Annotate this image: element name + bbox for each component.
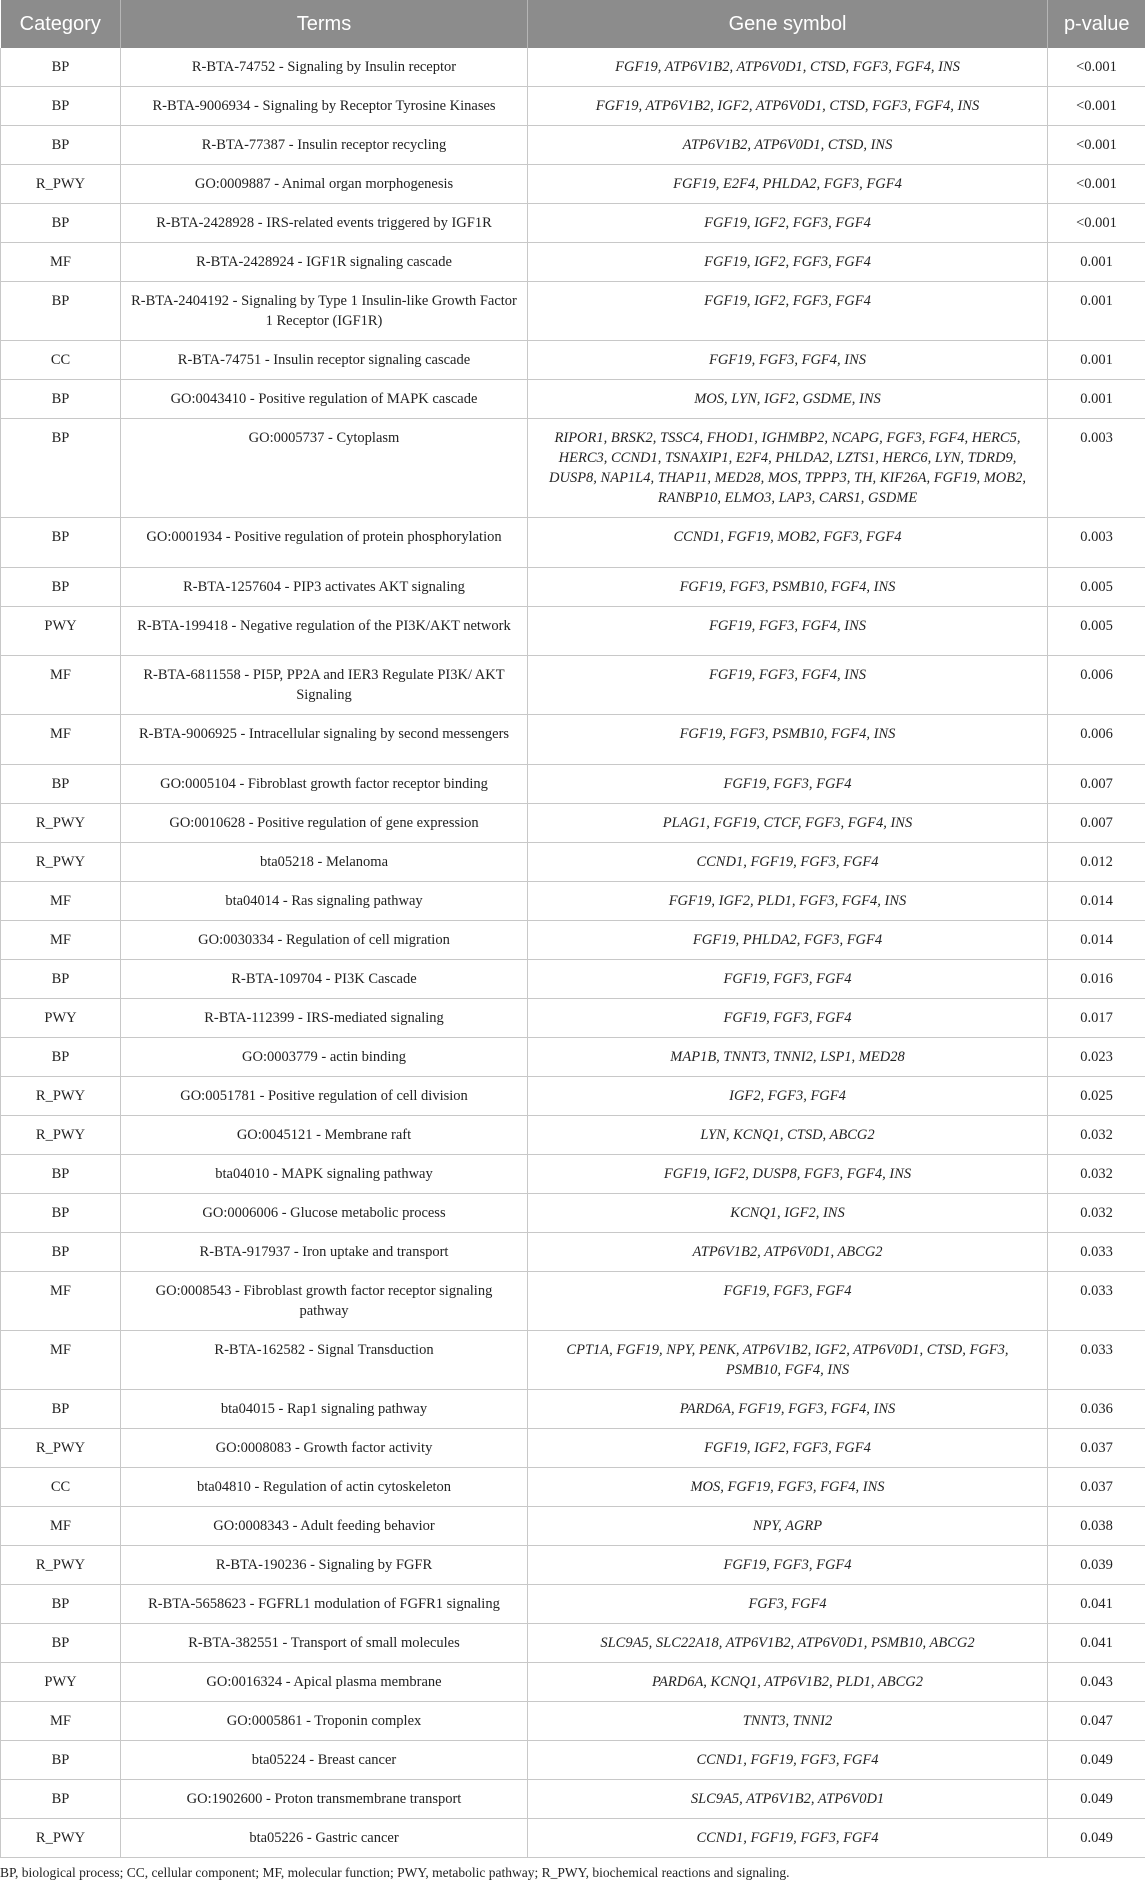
table-row — [1, 1467, 1145, 1506]
term-cell: R-BTA-5658623 - FGFRL1 modulation of FGFR1 signaling — [121, 1584, 528, 1623]
table-row — [1, 567, 1145, 606]
table-row — [1, 920, 1145, 959]
gene-symbol-cell: FGF3, FGF4 — [528, 1584, 1048, 1623]
p-value-cell: 0.038 — [1048, 1506, 1145, 1545]
category-cell: BP — [1, 1154, 121, 1193]
table-row — [1, 165, 1145, 204]
p-value-cell: 0.012 — [1048, 842, 1145, 881]
p-value-cell: 0.047 — [1048, 1701, 1145, 1740]
table-row — [1, 243, 1145, 282]
term-cell: GO:0009887 - Animal organ morphogenesis — [121, 165, 528, 204]
gene-symbol-cell: PARD6A, KCNQ1, ATP6V1B2, PLD1, ABCG2 — [528, 1662, 1048, 1701]
category-cell: BP — [1, 48, 121, 87]
term-cell: GO:0043410 - Positive regulation of MAPK cascade — [121, 380, 528, 419]
category-cell: BP — [1, 567, 121, 606]
gene-symbol-cell: SLC9A5, SLC22A18, ATP6V1B2, ATP6V0D1, PSMB10, ABCG2 — [528, 1623, 1048, 1662]
p-value-cell: 0.033 — [1048, 1232, 1145, 1271]
category-cell: MF — [1, 656, 121, 715]
gene-symbol-cell: FGF19, FGF3, FGF4 — [528, 959, 1048, 998]
gene-symbol-cell: PARD6A, FGF19, FGF3, FGF4, INS — [528, 1389, 1048, 1428]
term-cell: GO:0030334 - Regulation of cell migration — [121, 920, 528, 959]
gene-symbol-cell: CCND1, FGF19, MOB2, FGF3, FGF4 — [528, 518, 1048, 568]
gene-symbol-cell: PLAG1, FGF19, CTCF, FGF3, FGF4, INS — [528, 803, 1048, 842]
term-cell: bta05224 - Breast cancer — [121, 1740, 528, 1779]
table-row — [1, 1701, 1145, 1740]
gene-symbol-cell: FGF19, IGF2, PLD1, FGF3, FGF4, INS — [528, 881, 1048, 920]
p-value-cell: 0.037 — [1048, 1428, 1145, 1467]
gene-symbol-cell: FGF19, IGF2, FGF3, FGF4 — [528, 282, 1048, 341]
category-cell: MF — [1, 1701, 121, 1740]
table-row — [1, 1115, 1145, 1154]
table-row — [1, 1545, 1145, 1584]
table-row — [1, 715, 1145, 765]
gene-symbol-cell: NPY, AGRP — [528, 1506, 1048, 1545]
category-cell: BP — [1, 380, 121, 419]
term-cell: bta04015 - Rap1 signaling pathway — [121, 1389, 528, 1428]
term-cell: R-BTA-917937 - Iron uptake and transport — [121, 1232, 528, 1271]
table-row — [1, 126, 1145, 165]
p-value-cell: 0.041 — [1048, 1623, 1145, 1662]
table-row — [1, 842, 1145, 881]
p-value-cell: 0.049 — [1048, 1740, 1145, 1779]
term-cell: bta04810 - Regulation of actin cytoskeleton — [121, 1467, 528, 1506]
table-row — [1, 1623, 1145, 1662]
header-p-value: p-value — [1048, 0, 1145, 48]
gene-symbol-cell: TNNT3, TNNI2 — [528, 1701, 1048, 1740]
gene-symbol-cell: LYN, KCNQ1, CTSD, ABCG2 — [528, 1115, 1048, 1154]
term-cell: R-BTA-162582 - Signal Transduction — [121, 1330, 528, 1389]
gene-symbol-cell: FGF19, FGF3, PSMB10, FGF4, INS — [528, 715, 1048, 765]
category-cell: BP — [1, 1037, 121, 1076]
p-value-cell: 0.041 — [1048, 1584, 1145, 1623]
p-value-cell: 0.049 — [1048, 1779, 1145, 1818]
header-gene-symbol: Gene symbol — [528, 0, 1048, 48]
table-row — [1, 764, 1145, 803]
category-cell: BP — [1, 87, 121, 126]
table-row — [1, 998, 1145, 1037]
table-row — [1, 881, 1145, 920]
category-cell: BP — [1, 204, 121, 243]
table-row — [1, 1818, 1145, 1857]
term-cell: GO:0001934 - Positive regulation of protein phosphorylation — [121, 518, 528, 568]
gene-symbol-cell: FGF19, IGF2, FGF3, FGF4 — [528, 204, 1048, 243]
table-row — [1, 87, 1145, 126]
gene-symbol-cell: FGF19, PHLDA2, FGF3, FGF4 — [528, 920, 1048, 959]
category-cell: R_PWY — [1, 1818, 121, 1857]
table-row — [1, 1271, 1145, 1330]
p-value-cell: 0.023 — [1048, 1037, 1145, 1076]
category-cell: R_PWY — [1, 1428, 121, 1467]
term-cell: bta04010 - MAPK signaling pathway — [121, 1154, 528, 1193]
p-value-cell: 0.005 — [1048, 606, 1145, 656]
category-cell: BP — [1, 126, 121, 165]
p-value-cell: 0.005 — [1048, 567, 1145, 606]
gene-symbol-cell: MOS, FGF19, FGF3, FGF4, INS — [528, 1467, 1048, 1506]
p-value-cell: 0.036 — [1048, 1389, 1145, 1428]
table-row — [1, 419, 1145, 518]
category-cell: PWY — [1, 998, 121, 1037]
gene-symbol-cell: CPT1A, FGF19, NPY, PENK, ATP6V1B2, IGF2, ATP6V0D1, CTSD, FGF3, PSMB10, FGF4, INS — [528, 1330, 1048, 1389]
p-value-cell: 0.003 — [1048, 419, 1145, 518]
gene-symbol-cell: FGF19, FGF3, FGF4 — [528, 1545, 1048, 1584]
table-row — [1, 1506, 1145, 1545]
table-row — [1, 656, 1145, 715]
gene-symbol-cell: MAP1B, TNNT3, TNNI2, LSP1, MED28 — [528, 1037, 1048, 1076]
p-value-cell: 0.049 — [1048, 1818, 1145, 1857]
gene-symbol-cell: FGF19, IGF2, DUSP8, FGF3, FGF4, INS — [528, 1154, 1048, 1193]
category-cell: PWY — [1, 1662, 121, 1701]
p-value-cell: 0.025 — [1048, 1076, 1145, 1115]
term-cell: R-BTA-190236 - Signaling by FGFR — [121, 1545, 528, 1584]
p-value-cell: 0.001 — [1048, 243, 1145, 282]
table-row — [1, 1193, 1145, 1232]
gene-symbol-cell: CCND1, FGF19, FGF3, FGF4 — [528, 842, 1048, 881]
table-row — [1, 282, 1145, 341]
gene-symbol-cell: ATP6V1B2, ATP6V0D1, CTSD, INS — [528, 126, 1048, 165]
category-cell: CC — [1, 1467, 121, 1506]
gene-symbol-cell: FGF19, FGF3, FGF4, INS — [528, 656, 1048, 715]
category-cell: MF — [1, 1271, 121, 1330]
category-cell: R_PWY — [1, 1115, 121, 1154]
p-value-cell: 0.001 — [1048, 341, 1145, 380]
gene-symbol-cell: FGF19, FGF3, FGF4, INS — [528, 606, 1048, 656]
term-cell: GO:0006006 - Glucose metabolic process — [121, 1193, 528, 1232]
p-value-cell: 0.016 — [1048, 959, 1145, 998]
gene-symbol-cell: FGF19, FGF3, FGF4 — [528, 998, 1048, 1037]
category-cell: BP — [1, 959, 121, 998]
term-cell: R-BTA-74751 - Insulin receptor signaling cascade — [121, 341, 528, 380]
p-value-cell: 0.032 — [1048, 1115, 1145, 1154]
term-cell: R-BTA-77387 - Insulin receptor recycling — [121, 126, 528, 165]
p-value-cell: 0.033 — [1048, 1330, 1145, 1389]
table-row — [1, 380, 1145, 419]
category-cell: MF — [1, 715, 121, 765]
table-row — [1, 1584, 1145, 1623]
p-value-cell: 0.014 — [1048, 920, 1145, 959]
table-row — [1, 1779, 1145, 1818]
term-cell: GO:0005737 - Cytoplasm — [121, 419, 528, 518]
term-cell: GO:0010628 - Positive regulation of gene expression — [121, 803, 528, 842]
p-value-cell: 0.001 — [1048, 282, 1145, 341]
category-cell: CC — [1, 341, 121, 380]
term-cell: GO:0008343 - Adult feeding behavior — [121, 1506, 528, 1545]
table-row — [1, 1076, 1145, 1115]
gene-symbol-cell: FGF19, FGF3, PSMB10, FGF4, INS — [528, 567, 1048, 606]
p-value-cell: 0.043 — [1048, 1662, 1145, 1701]
term-cell: R-BTA-2428924 - IGF1R signaling cascade — [121, 243, 528, 282]
p-value-cell: <0.001 — [1048, 204, 1145, 243]
p-value-cell: <0.001 — [1048, 48, 1145, 87]
header-row — [1, 0, 1145, 48]
category-cell: MF — [1, 1330, 121, 1389]
term-cell: R-BTA-1257604 - PIP3 activates AKT signaling — [121, 567, 528, 606]
category-cell: BP — [1, 419, 121, 518]
p-value-cell: 0.014 — [1048, 881, 1145, 920]
category-cell: PWY — [1, 606, 121, 656]
table-row — [1, 1037, 1145, 1076]
term-cell: GO:0045121 - Membrane raft — [121, 1115, 528, 1154]
gene-symbol-cell: FGF19, IGF2, FGF3, FGF4 — [528, 243, 1048, 282]
gene-symbol-cell: CCND1, FGF19, FGF3, FGF4 — [528, 1740, 1048, 1779]
gene-symbol-cell: FGF19, FGF3, FGF4 — [528, 764, 1048, 803]
term-cell: GO:0005861 - Troponin complex — [121, 1701, 528, 1740]
category-cell: BP — [1, 1389, 121, 1428]
category-cell: BP — [1, 518, 121, 568]
table-row — [1, 518, 1145, 568]
table-row — [1, 606, 1145, 656]
gene-symbol-cell: FGF19, FGF3, FGF4, INS — [528, 341, 1048, 380]
term-cell: R-BTA-9006934 - Signaling by Receptor Tyrosine Kinases — [121, 87, 528, 126]
table-header — [1, 0, 1145, 48]
p-value-cell: <0.001 — [1048, 87, 1145, 126]
category-cell: R_PWY — [1, 842, 121, 881]
category-cell: BP — [1, 1740, 121, 1779]
term-cell: R-BTA-109704 - PI3K Cascade — [121, 959, 528, 998]
table-row — [1, 1428, 1145, 1467]
p-value-cell: 0.032 — [1048, 1154, 1145, 1193]
term-cell: R-BTA-112399 - IRS-mediated signaling — [121, 998, 528, 1037]
p-value-cell: 0.039 — [1048, 1545, 1145, 1584]
category-cell: BP — [1, 282, 121, 341]
table-row — [1, 1154, 1145, 1193]
table-row — [1, 959, 1145, 998]
gene-symbol-cell: MOS, LYN, IGF2, GSDME, INS — [528, 380, 1048, 419]
term-cell: GO:0008543 - Fibroblast growth factor receptor signaling pathway — [121, 1271, 528, 1330]
gene-symbol-cell: IGF2, FGF3, FGF4 — [528, 1076, 1048, 1115]
p-value-cell: 0.037 — [1048, 1467, 1145, 1506]
table-footnote: BP, biological process; CC, cellular component; MF, molecular function; PWY, metabolic pathway; R_PWY, biochemical reactions and signaling. — [0, 1864, 790, 1880]
term-cell: GO:0005104 - Fibroblast growth factor receptor binding — [121, 764, 528, 803]
category-cell: R_PWY — [1, 803, 121, 842]
category-cell: MF — [1, 243, 121, 282]
table-row — [1, 1232, 1145, 1271]
category-cell: BP — [1, 1623, 121, 1662]
table-body — [1, 48, 1145, 1857]
term-cell: GO:0008083 - Growth factor activity — [121, 1428, 528, 1467]
category-cell: BP — [1, 1584, 121, 1623]
category-cell: BP — [1, 1232, 121, 1271]
term-cell: GO:0016324 - Apical plasma membrane — [121, 1662, 528, 1701]
gene-symbol-cell: FGF19, ATP6V1B2, ATP6V0D1, CTSD, FGF3, FGF4, INS — [528, 48, 1048, 87]
gene-symbol-cell: KCNQ1, IGF2, INS — [528, 1193, 1048, 1232]
term-cell: R-BTA-382551 - Transport of small molecules — [121, 1623, 528, 1662]
p-value-cell: <0.001 — [1048, 126, 1145, 165]
category-cell: MF — [1, 1506, 121, 1545]
table-row — [1, 803, 1145, 842]
term-cell: GO:0003779 - actin binding — [121, 1037, 528, 1076]
gene-symbol-cell: SLC9A5, ATP6V1B2, ATP6V0D1 — [528, 1779, 1048, 1818]
gene-symbol-cell: FGF19, E2F4, PHLDA2, FGF3, FGF4 — [528, 165, 1048, 204]
gene-symbol-cell: FGF19, ATP6V1B2, IGF2, ATP6V0D1, CTSD, FGF3, FGF4, INS — [528, 87, 1048, 126]
gene-symbol-cell: ATP6V1B2, ATP6V0D1, ABCG2 — [528, 1232, 1048, 1271]
term-cell: R-BTA-6811558 - PI5P, PP2A and IER3 Regulate PI3K/ AKT Signaling — [121, 656, 528, 715]
term-cell: bta04014 - Ras signaling pathway — [121, 881, 528, 920]
p-value-cell: 0.033 — [1048, 1271, 1145, 1330]
gene-symbol-cell: FGF19, IGF2, FGF3, FGF4 — [528, 1428, 1048, 1467]
table-row — [1, 48, 1145, 87]
category-cell: BP — [1, 764, 121, 803]
term-cell: R-BTA-9006925 - Intracellular signaling by second messengers — [121, 715, 528, 765]
gene-symbol-cell: CCND1, FGF19, FGF3, FGF4 — [528, 1818, 1048, 1857]
table-row — [1, 1740, 1145, 1779]
table-row — [1, 341, 1145, 380]
gene-symbol-cell: FGF19, FGF3, FGF4 — [528, 1271, 1048, 1330]
p-value-cell: 0.017 — [1048, 998, 1145, 1037]
table-row — [1, 1330, 1145, 1389]
category-cell: BP — [1, 1193, 121, 1232]
p-value-cell: 0.006 — [1048, 656, 1145, 715]
term-cell: GO:0051781 - Positive regulation of cell division — [121, 1076, 528, 1115]
term-cell: bta05218 - Melanoma — [121, 842, 528, 881]
term-cell: R-BTA-2404192 - Signaling by Type 1 Insulin-like Growth Factor 1 Receptor (IGF1R) — [121, 282, 528, 341]
gene-symbol-cell: RIPOR1, BRSK2, TSSC4, FHOD1, IGHMBP2, NCAPG, FGF3, FGF4, HERC5, HERC3, CCND1, TSNAXIP1, E2F4, PHLDA2, LZTS1, HERC6, LYN, TDRD9, DUSP8, NAP1L4, THAP11, MED28, MOS, TPPP3, TH, KIF26A, FGF19, MOB2, RANBP10, ELMO3, LAP3, CARS1, GSDME — [528, 419, 1048, 518]
p-value-cell: <0.001 — [1048, 165, 1145, 204]
header-category: Category — [1, 0, 121, 48]
term-cell: R-BTA-74752 - Signaling by Insulin receptor — [121, 48, 528, 87]
p-value-cell: 0.006 — [1048, 715, 1145, 765]
header-terms: Terms — [121, 0, 528, 48]
table-row — [1, 1662, 1145, 1701]
category-cell: R_PWY — [1, 165, 121, 204]
p-value-cell: 0.003 — [1048, 518, 1145, 568]
category-cell: MF — [1, 920, 121, 959]
category-cell: MF — [1, 881, 121, 920]
p-value-cell: 0.001 — [1048, 380, 1145, 419]
p-value-cell: 0.007 — [1048, 764, 1145, 803]
term-cell: R-BTA-199418 - Negative regulation of the PI3K/AKT network — [121, 606, 528, 656]
p-value-cell: 0.007 — [1048, 803, 1145, 842]
category-cell: BP — [1, 1779, 121, 1818]
p-value-cell: 0.032 — [1048, 1193, 1145, 1232]
term-cell: bta05226 - Gastric cancer — [121, 1818, 528, 1857]
table-row — [1, 1389, 1145, 1428]
term-cell: GO:1902600 - Proton transmembrane transport — [121, 1779, 528, 1818]
term-cell: R-BTA-2428928 - IRS-related events triggered by IGF1R — [121, 204, 528, 243]
category-cell: R_PWY — [1, 1545, 121, 1584]
table-row — [1, 204, 1145, 243]
category-cell: R_PWY — [1, 1076, 121, 1115]
